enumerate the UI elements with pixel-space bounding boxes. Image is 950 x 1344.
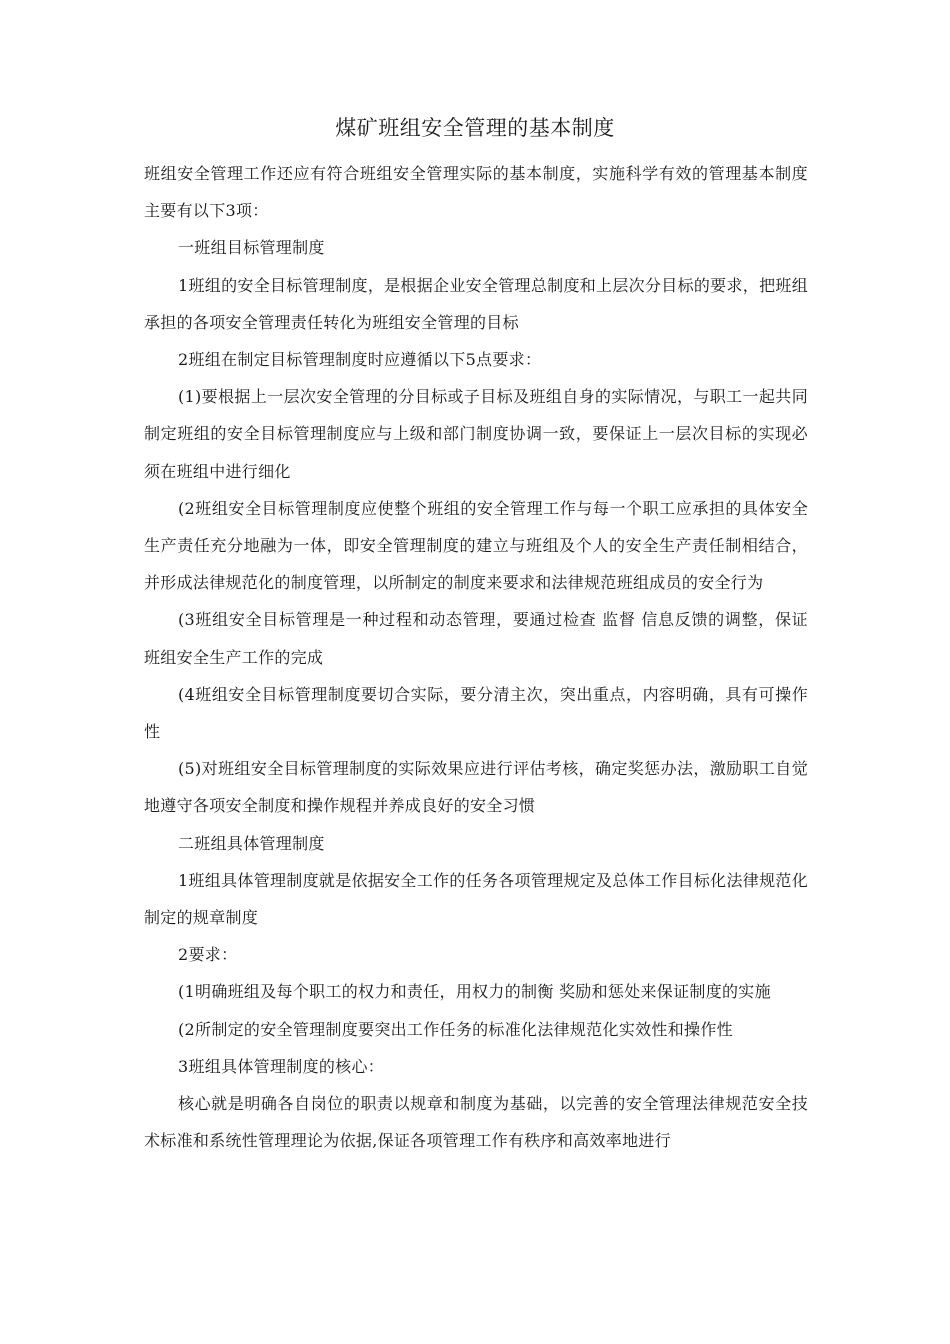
list-item: (4班组安全目标管理制度要切合实际，要分清主次，突出重点，内容明确，具有可操作性 bbox=[144, 684, 808, 742]
list-item: (3班组安全目标管理是一种过程和动态管理，要通过检查 监督 信息反馈的调整，保证班组安全生产工作的完成 bbox=[144, 610, 808, 667]
list-item: (2所制定的安全管理制度要突出工作任务的标准化法律规范化实效性和操作性 bbox=[178, 1019, 733, 1039]
paragraph-intro: 班组安全管理工作还应有符合班组安全管理实际的基本制度，实施科学有效的管理基本制度主要有以下3项： bbox=[144, 164, 808, 221]
list-item: (5)对班组安全目标管理制度的实际效果应进行评估考核，确定奖惩办法，激励职工自觉地遵守各项安全制度和操作规程并养成良好的安全习惯 bbox=[144, 759, 808, 816]
paragraph: 2要求： bbox=[178, 945, 238, 965]
paragraph: 1班组具体管理制度就是依据安全工作的任务各项管理规定及总体工作目标化法律规范化制定的规章制度 bbox=[144, 870, 808, 928]
document-body bbox=[144, 155, 808, 1159]
section-heading-2: 二班组具体管理制度 bbox=[178, 833, 325, 853]
paragraph: 1班组的安全目标管理制度，是根据企业安全管理总制度和上层次分目标的要求，把班组承担的各项安全管理责任转化为班组安全管理的目标 bbox=[144, 275, 808, 332]
paragraph: 2班组在制定目标管理制度时应遵循以下5点要求： bbox=[178, 350, 542, 370]
paragraph: 核心就是明确各自岗位的职责以规章和制度为基础，以完善的安全管理法律规范安全技术标准和系统性管理理论为依据,保证各项管理工作有秩序和高效率地进行 bbox=[144, 1094, 808, 1151]
document-title: 煤矿班组安全管理的基本制度 bbox=[335, 116, 615, 140]
section-heading-1: 一班组目标管理制度 bbox=[178, 238, 325, 258]
list-item: (2班组安全目标管理制度应使整个班组的安全管理工作与每一个职工应承担的具体安全生产责任充分地融为一体，即安全管理制度的建立与班组及个人的安全生产责任制相结合，并形成法律规范化的制度管理，以所制定的制度来要求和法律规范班组成员的安全行为 bbox=[144, 498, 808, 593]
list-item: (1明确班组及每个职工的权力和责任，用权力的制衡 奖励和惩处来保证制度的实施 bbox=[178, 982, 771, 1002]
paragraph: 3班组具体管理制度的核心： bbox=[178, 1056, 385, 1076]
list-item: (1)要根据上一层次安全管理的分目标或子目标及班组自身的实际情况，与职工一起共同制定班组的安全目标管理制度应与上级和部门制度协调一致，要保证上一层次目标的实现必须在班组中进行细化 bbox=[144, 387, 808, 481]
